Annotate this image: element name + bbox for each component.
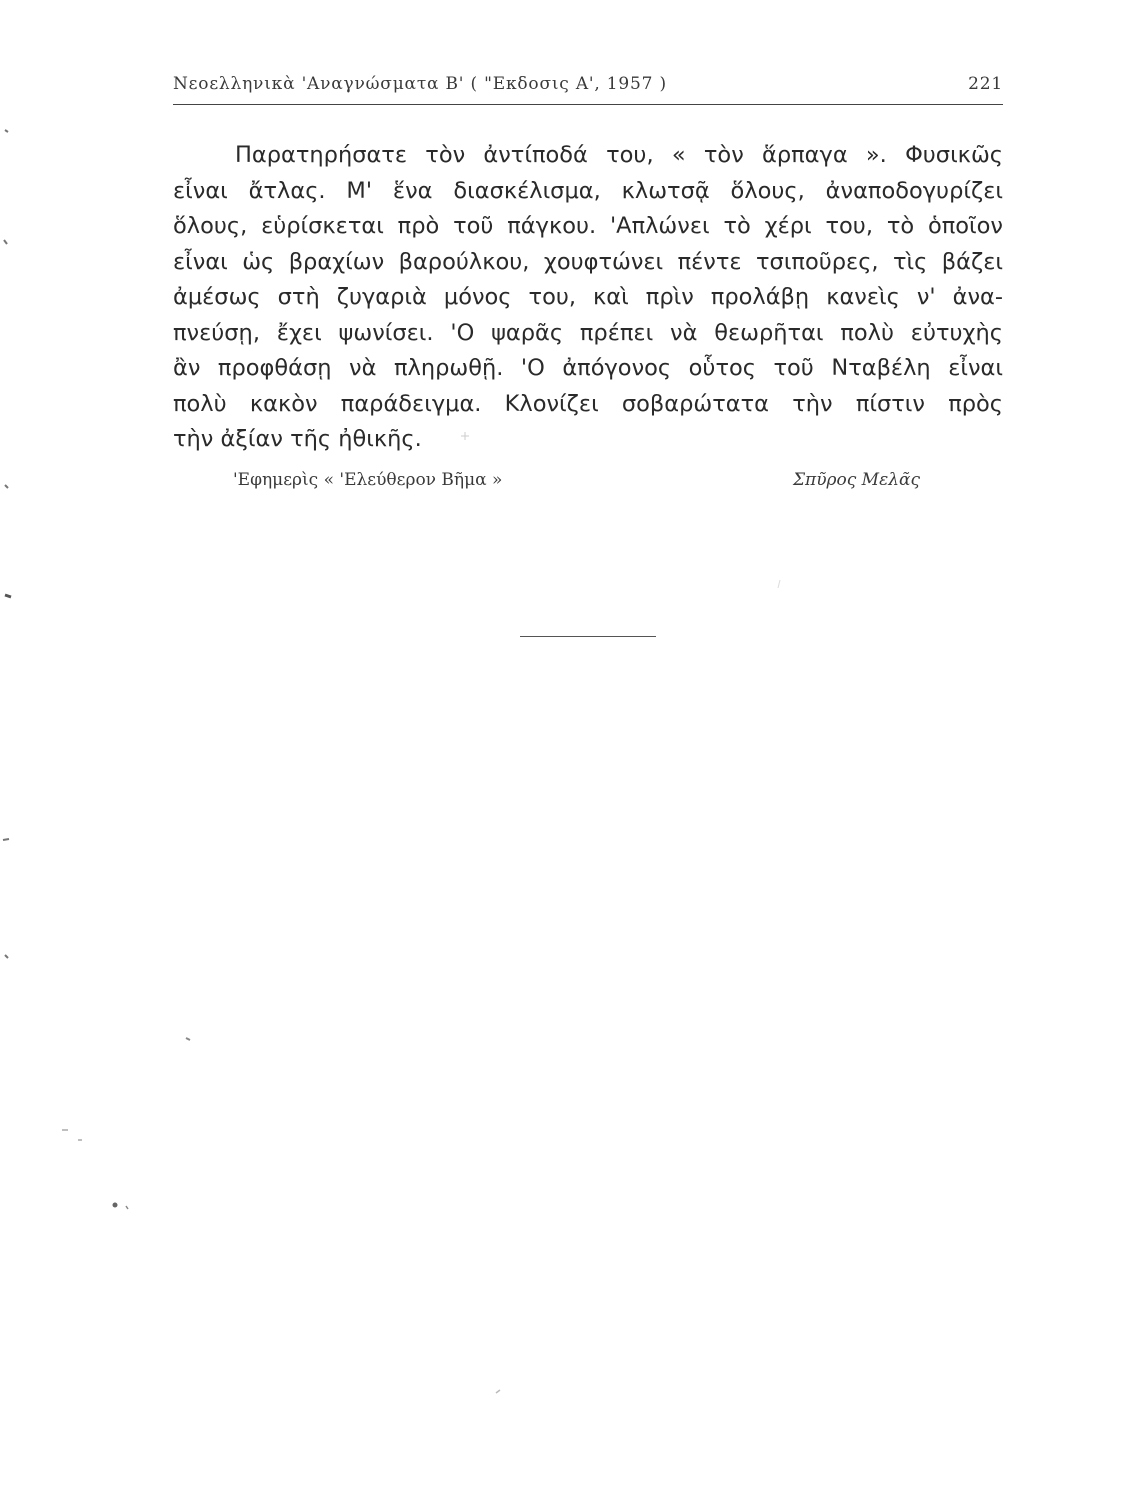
page-number: 221 [968,74,1003,94]
end-rule [520,636,656,637]
text-line: πνεύσῃ, ἔχει ψωνίσει. 'Ο ψαρᾶς πρέπει νὰ θεωρῆται πολὺ εὐτυχὴς [173,319,1003,346]
text-line: εἶναι ἄτλας. Μ' ἕνα διασκέλισμα, κλωτσᾷ ὅλους, ἀναποδογυρίζει [173,177,1003,204]
author-name: Σπῦρος Μελᾶς [793,470,920,490]
header-rule [173,104,1003,105]
text-line: πολὺ κακὸν παράδειγμα. Κλονίζει σοβαρώτατα τὴν πίστιν πρὸς [173,390,1003,417]
body-paragraph [173,138,1003,458]
attribution [173,470,1003,498]
text-line: Παρατηρήσατε τὸν ἀντίποδά του, « τὸν ἅρπαγα ». Φυσικῶς [235,142,1003,168]
text-line: εἶναι ὡς βραχίων βαρούλκου, χουφτώνει πέντε τσιποῦρες, τὶς βάζει [173,248,1003,275]
running-head [173,72,1003,98]
text-line: ὅλους, εὑρίσκεται πρὸ τοῦ πάγκου. 'Απλώνει τὸ χέρι του, τὸ ὁποῖον [173,213,1003,239]
text-line: ἂν προφθάσῃ νὰ πληρωθῇ. 'Ο ἀπόγονος οὗτος τοῦ Νταβέλη εἶναι [173,355,1003,381]
running-head-title: Νεοελληνικὰ 'Αναγνώσματα Β' ( "Εκδοσις Α', 1957 ) [173,74,667,94]
source-citation: 'Εφημερὶς « 'Ελεύθερον Βῆμα » [233,470,503,490]
text-line: τὴν ἀξίαν τῆς ἠθικῆς. [173,426,422,452]
text-line: ἀμέσως στὴ ζυγαριὰ μόνος του, καὶ πρὶν προλάβῃ κανεὶς ν' ἀνα- [173,284,1003,310]
